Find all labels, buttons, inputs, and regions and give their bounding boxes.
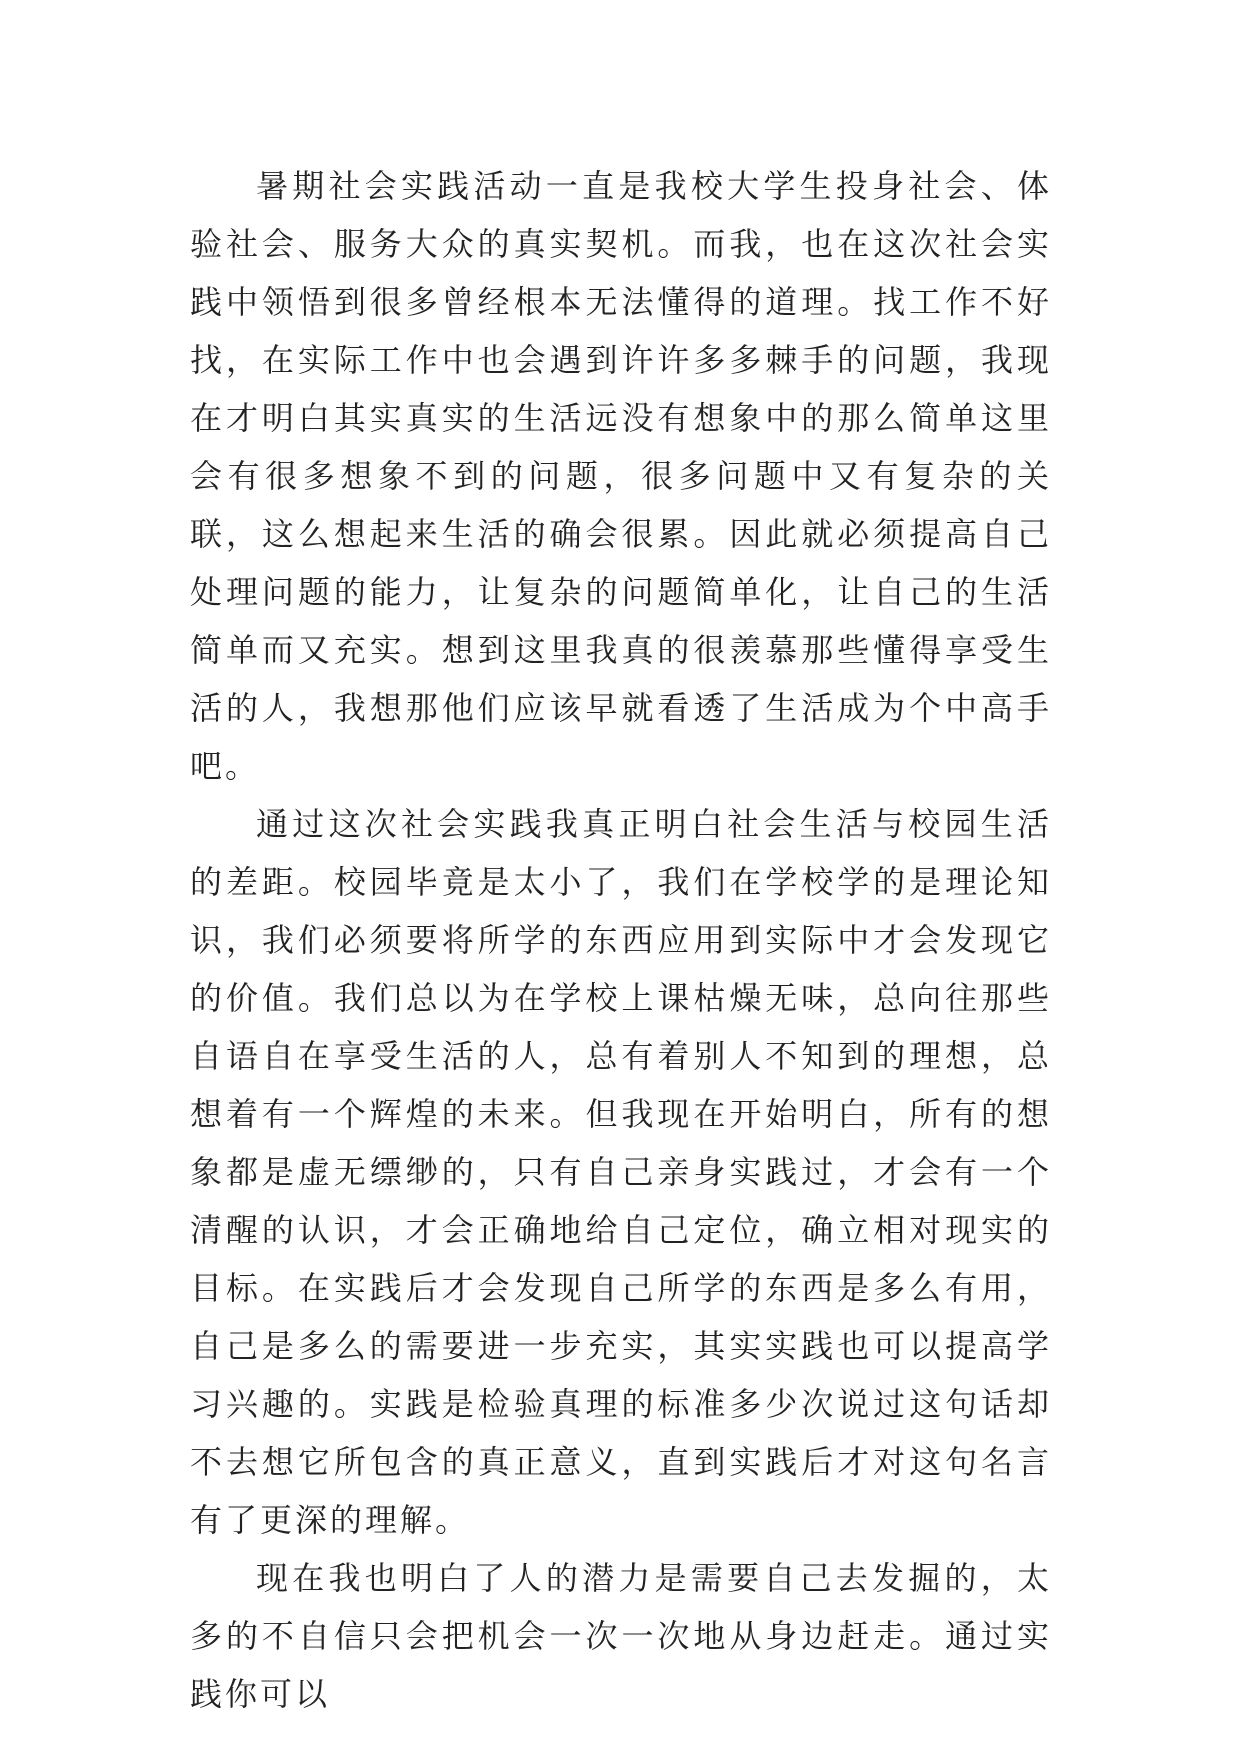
document-body — [190, 157, 1052, 1723]
paragraph-2: 通过这次社会实践我真正明白社会生活与校园生活的差距。校园毕竟是太小了，我们在学校学的是理论知识，我们必须要将所学的东西应用到实际中才会发现它的价值。我们总以为在学校上课枯燥无味，总向往那些自语自在享受生活的人，总有着别人不知到的理想，总想着有一个辉煌的未来。但我现在开始明白，所有的想象都是虚无缥缈的，只有自己亲身实践过，才会有一个清醒的认识，才会正确地给自己定位，确立相对现实的目标。在实践后才会发现自己所学的东西是多么有用，自己是多么的需要进一步充实，其实实践也可以提高学习兴趣的。实践是检验真理的标准多少次说过这句话却不去想它所包含的真正意义，直到实践后才对这句名言有了更深的理解。 — [190, 805, 1052, 1539]
paragraph-3: 现在我也明白了人的潜力是需要自己去发掘的，太多的不自信只会把机会一次一次地从身边赶走。通过实践你可以 — [190, 1559, 1052, 1713]
paragraph-1: 暑期社会实践活动一直是我校大学生投身社会、体验社会、服务大众的真实契机。而我，也在这次社会实践中领悟到很多曾经根本无法懂得的道理。找工作不好找，在实际工作中也会遇到许许多多棘手的问题，我现在才明白其实真实的生活远没有想象中的那么简单这里会有很多想象不到的问题，很多问题中又有复杂的关联，这么想起来生活的确会很累。因此就必须提高自己处理问题的能力，让复杂的问题简单化，让自己的生活简单而又充实。想到这里我真的很羡慕那些懂得享受生活的人，我想那他们应该早就看透了生活成为个中高手吧。 — [190, 167, 1052, 785]
